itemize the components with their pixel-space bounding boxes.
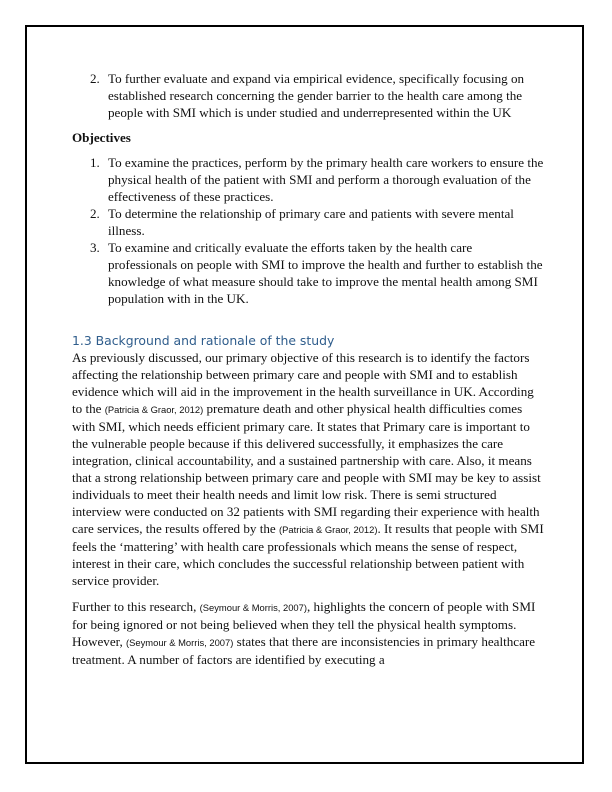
- list-item-text: To further evaluate and expand via empirical evidence, specifically focusing on established research concerning the gender barrier to the health care among the people with SMI which is under studied and underrepresented within the UK: [108, 71, 525, 120]
- background-paragraph-2: [72, 598, 544, 668]
- objectives-list: [72, 154, 544, 307]
- section-heading: 1.3 Background and rationale of the study: [72, 333, 335, 348]
- citation: (Seymour & Morris, 2007): [199, 602, 307, 613]
- paragraph-text: As previously discussed, our primary objective of this research is to identify the factors affecting the relationship between primary care and people with SMI and to establish evidence which will aid in the improvement in the health surveillance in UK. According to the: [72, 350, 534, 416]
- citation: (Patricia & Graor, 2012): [104, 404, 204, 415]
- citation: (Patricia & Graor, 2012): [279, 524, 378, 535]
- list-number: 3.: [90, 240, 100, 255]
- list-number: 2.: [90, 71, 100, 86]
- aims-list: [72, 70, 544, 121]
- paragraph-text: states that there are inconsistencies in primary healthcare treatment. A number of factors are identified by executing a: [72, 634, 536, 667]
- list-item: [72, 205, 544, 239]
- paragraph-text: , highlights the concern of people with SMI for being ignored or not being believed when they tell the physical health symptoms. However,: [72, 599, 536, 649]
- paragraph-text: premature death and other physical health difficulties comes with SMI, which needs efficient primary care. It states that Primary care is important to the vulnerable people because if this delivered successfully, it emphasizes the care integration, clinical accountability, and a sustained partnership with care. Also, it means that a strong relationship between primary care and people with SMI may be key to assist individuals to meet their health needs and limit low risk. There is semi structured interview were conducted on 32 patients with SMI regarding their experience with health care services, the results offered by the: [72, 401, 541, 536]
- list-item-text: To determine the relationship of primary care and patients with severe mental illness.: [108, 206, 514, 238]
- list-item-text: To examine the practices, perform by the primary health care workers to ensure the physical health of the patient with SMI and perform a thorough evaluation of the effectiveness of these practices.: [108, 155, 544, 204]
- paragraph-text: Further to this research,: [72, 599, 200, 614]
- list-item: [72, 239, 544, 307]
- paragraph-text: . It results that people with SMI feels the ‘mattering’ with health care professionals which means the sense of respect, interest in their care, which concludes the successful relationship between patient with service provider.: [72, 521, 544, 588]
- document-body: [72, 70, 544, 668]
- objectives-heading: Objectives: [72, 130, 131, 145]
- list-item: [72, 70, 544, 121]
- citation: (Seymour & Morris, 2007): [126, 637, 234, 648]
- list-item: [72, 154, 544, 205]
- list-number: 2.: [90, 206, 100, 221]
- list-item-text: To examine and critically evaluate the efforts taken by the health care professionals on people with SMI to improve the health and further to establish the knowledge of what measure should take to improve the mental health among SMI population with in the UK.: [108, 240, 543, 306]
- background-paragraph-1: [72, 349, 544, 589]
- list-number: 1.: [90, 155, 100, 170]
